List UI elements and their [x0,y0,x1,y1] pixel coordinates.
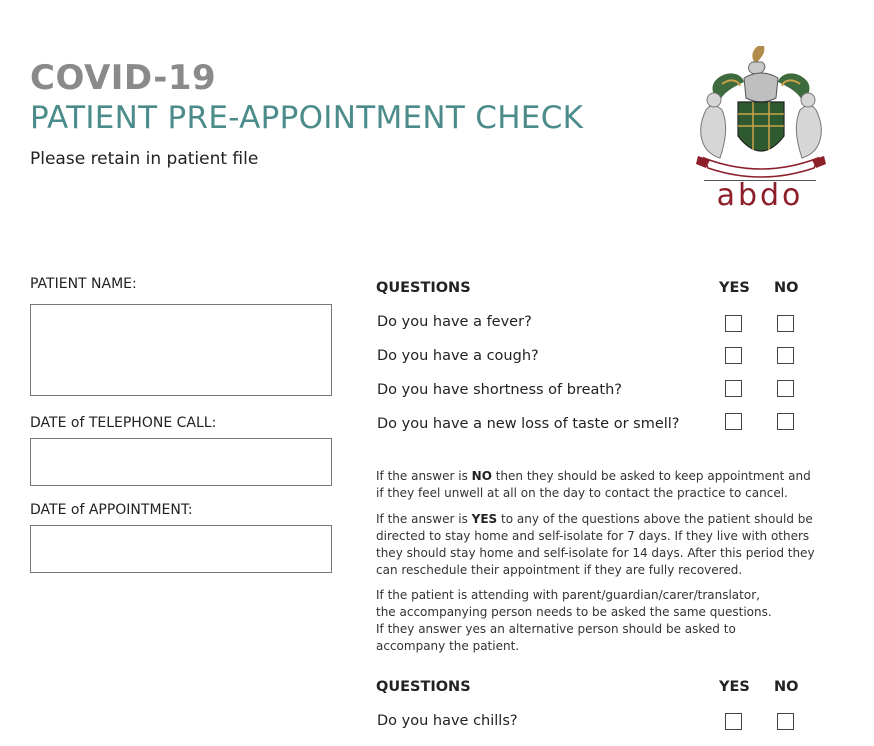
telephone-call-date-field[interactable] [30,438,332,486]
taste-no-checkbox[interactable] [777,413,794,430]
fever-yes-checkbox[interactable] [725,315,742,332]
chills-no-checkbox[interactable] [777,713,794,730]
yes-header-1: YES [719,280,750,296]
taste-yes-checkbox[interactable] [725,413,742,430]
patient-name-field[interactable] [30,304,332,396]
telephone-call-date-label: DATE of TELEPHONE CALL: [30,415,217,431]
question-chills: Do you have chills? [377,713,518,729]
question-shortness-of-breath: Do you have shortness of breath? [377,382,622,398]
note-answer-no: If the answer is NO then they should be asked to keep appointment and if they feel unwell at all on the day to contact the practice to cancel. [376,469,811,500]
questions-header-2: QUESTIONS [376,679,471,695]
chills-yes-checkbox[interactable] [725,713,742,730]
abdo-wordmark: abdo [716,178,804,213]
question-fever: Do you have a fever? [377,314,532,330]
questions-header-1: QUESTIONS [376,280,471,296]
no-header-2: NO [774,679,799,695]
fever-no-checkbox[interactable] [777,315,794,332]
question-taste-smell: Do you have a new loss of taste or smell? [377,416,680,432]
patient-name-label: PATIENT NAME: [30,276,137,292]
no-header-1: NO [774,280,799,296]
appointment-date-label: DATE of APPOINTMENT: [30,502,193,518]
cough-yes-checkbox[interactable] [725,347,742,364]
subtitle: Please retain in patient file [30,149,259,169]
title-covid: COVID-19 [30,58,217,98]
appointment-date-field[interactable] [30,525,332,573]
title-check: PATIENT PRE-APPOINTMENT CHECK [30,100,584,136]
cough-no-checkbox[interactable] [777,347,794,364]
breath-no-checkbox[interactable] [777,380,794,397]
breath-yes-checkbox[interactable] [725,380,742,397]
question-cough: Do you have a cough? [377,348,539,364]
abdo-crest-logo [686,40,836,180]
note-accompanying-person: If the patient is attending with parent/guardian/carer/translator, the accompanying person needs to be asked the same questions. If they answer yes an alternative person should be asked to accompany the patient. [376,588,772,653]
note-answer-yes: If the answer is YES to any of the questions above the patient should be directed to stay home and self-isolate for 7 days. If they live with others they should stay home and self-isolate for 14 days. After this period they can reschedule their appointment if they are fully recovered. [376,512,815,577]
yes-header-2: YES [719,679,750,695]
